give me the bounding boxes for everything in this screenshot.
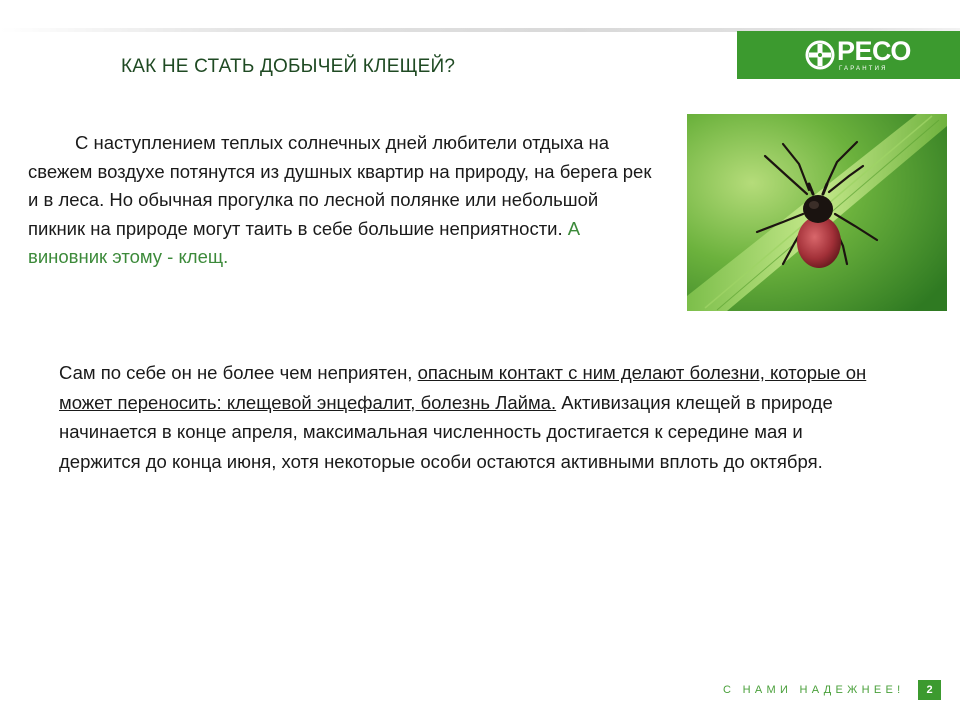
disease-underlined-text: опасным контакт с ним делают болезни, которые он может переносить: клещевой энцефалит, болезнь Лайма. [59,362,867,413]
reso-logo [737,31,960,79]
page-number-badge: 2 [918,680,941,700]
reso-cross-icon [805,40,835,70]
details-intro: Сам по себе он не более чем неприятен, [59,362,413,383]
details-rest: Активизация клещей в природе начинается в конце апреля, максимальная численность достигается к середине мая и держится до конца июня, хотя некоторые особи остаются активными вплоть до октября. [59,391,833,472]
intro-paragraph [28,129,658,272]
footer-slogan: С НАМИ НАДЕЖНЕЕ! [723,684,905,696]
details-paragraph [59,358,889,476]
tick-on-grass-icon [687,114,947,311]
intro-text: С наступлением теплых солнечных дней любители отдыха на свежем воздухе потянутся из душных квартир на природу, на берега рек и в леса. Но обычная прогулка по лесной полянке или небольшой пикник на природе могут таить в себе большие неприятности. [28,132,652,239]
logo-name: РЕСО [837,36,911,66]
tick-photo [687,114,947,311]
logo-subtitle: ГАРАНТИЯ [839,66,888,72]
slide-title: КАК НЕ СТАТЬ ДОБЫЧЕЙ КЛЕЩЕЙ? [121,56,456,77]
culprit-highlight: А виновник этому - клещ. [28,217,581,267]
